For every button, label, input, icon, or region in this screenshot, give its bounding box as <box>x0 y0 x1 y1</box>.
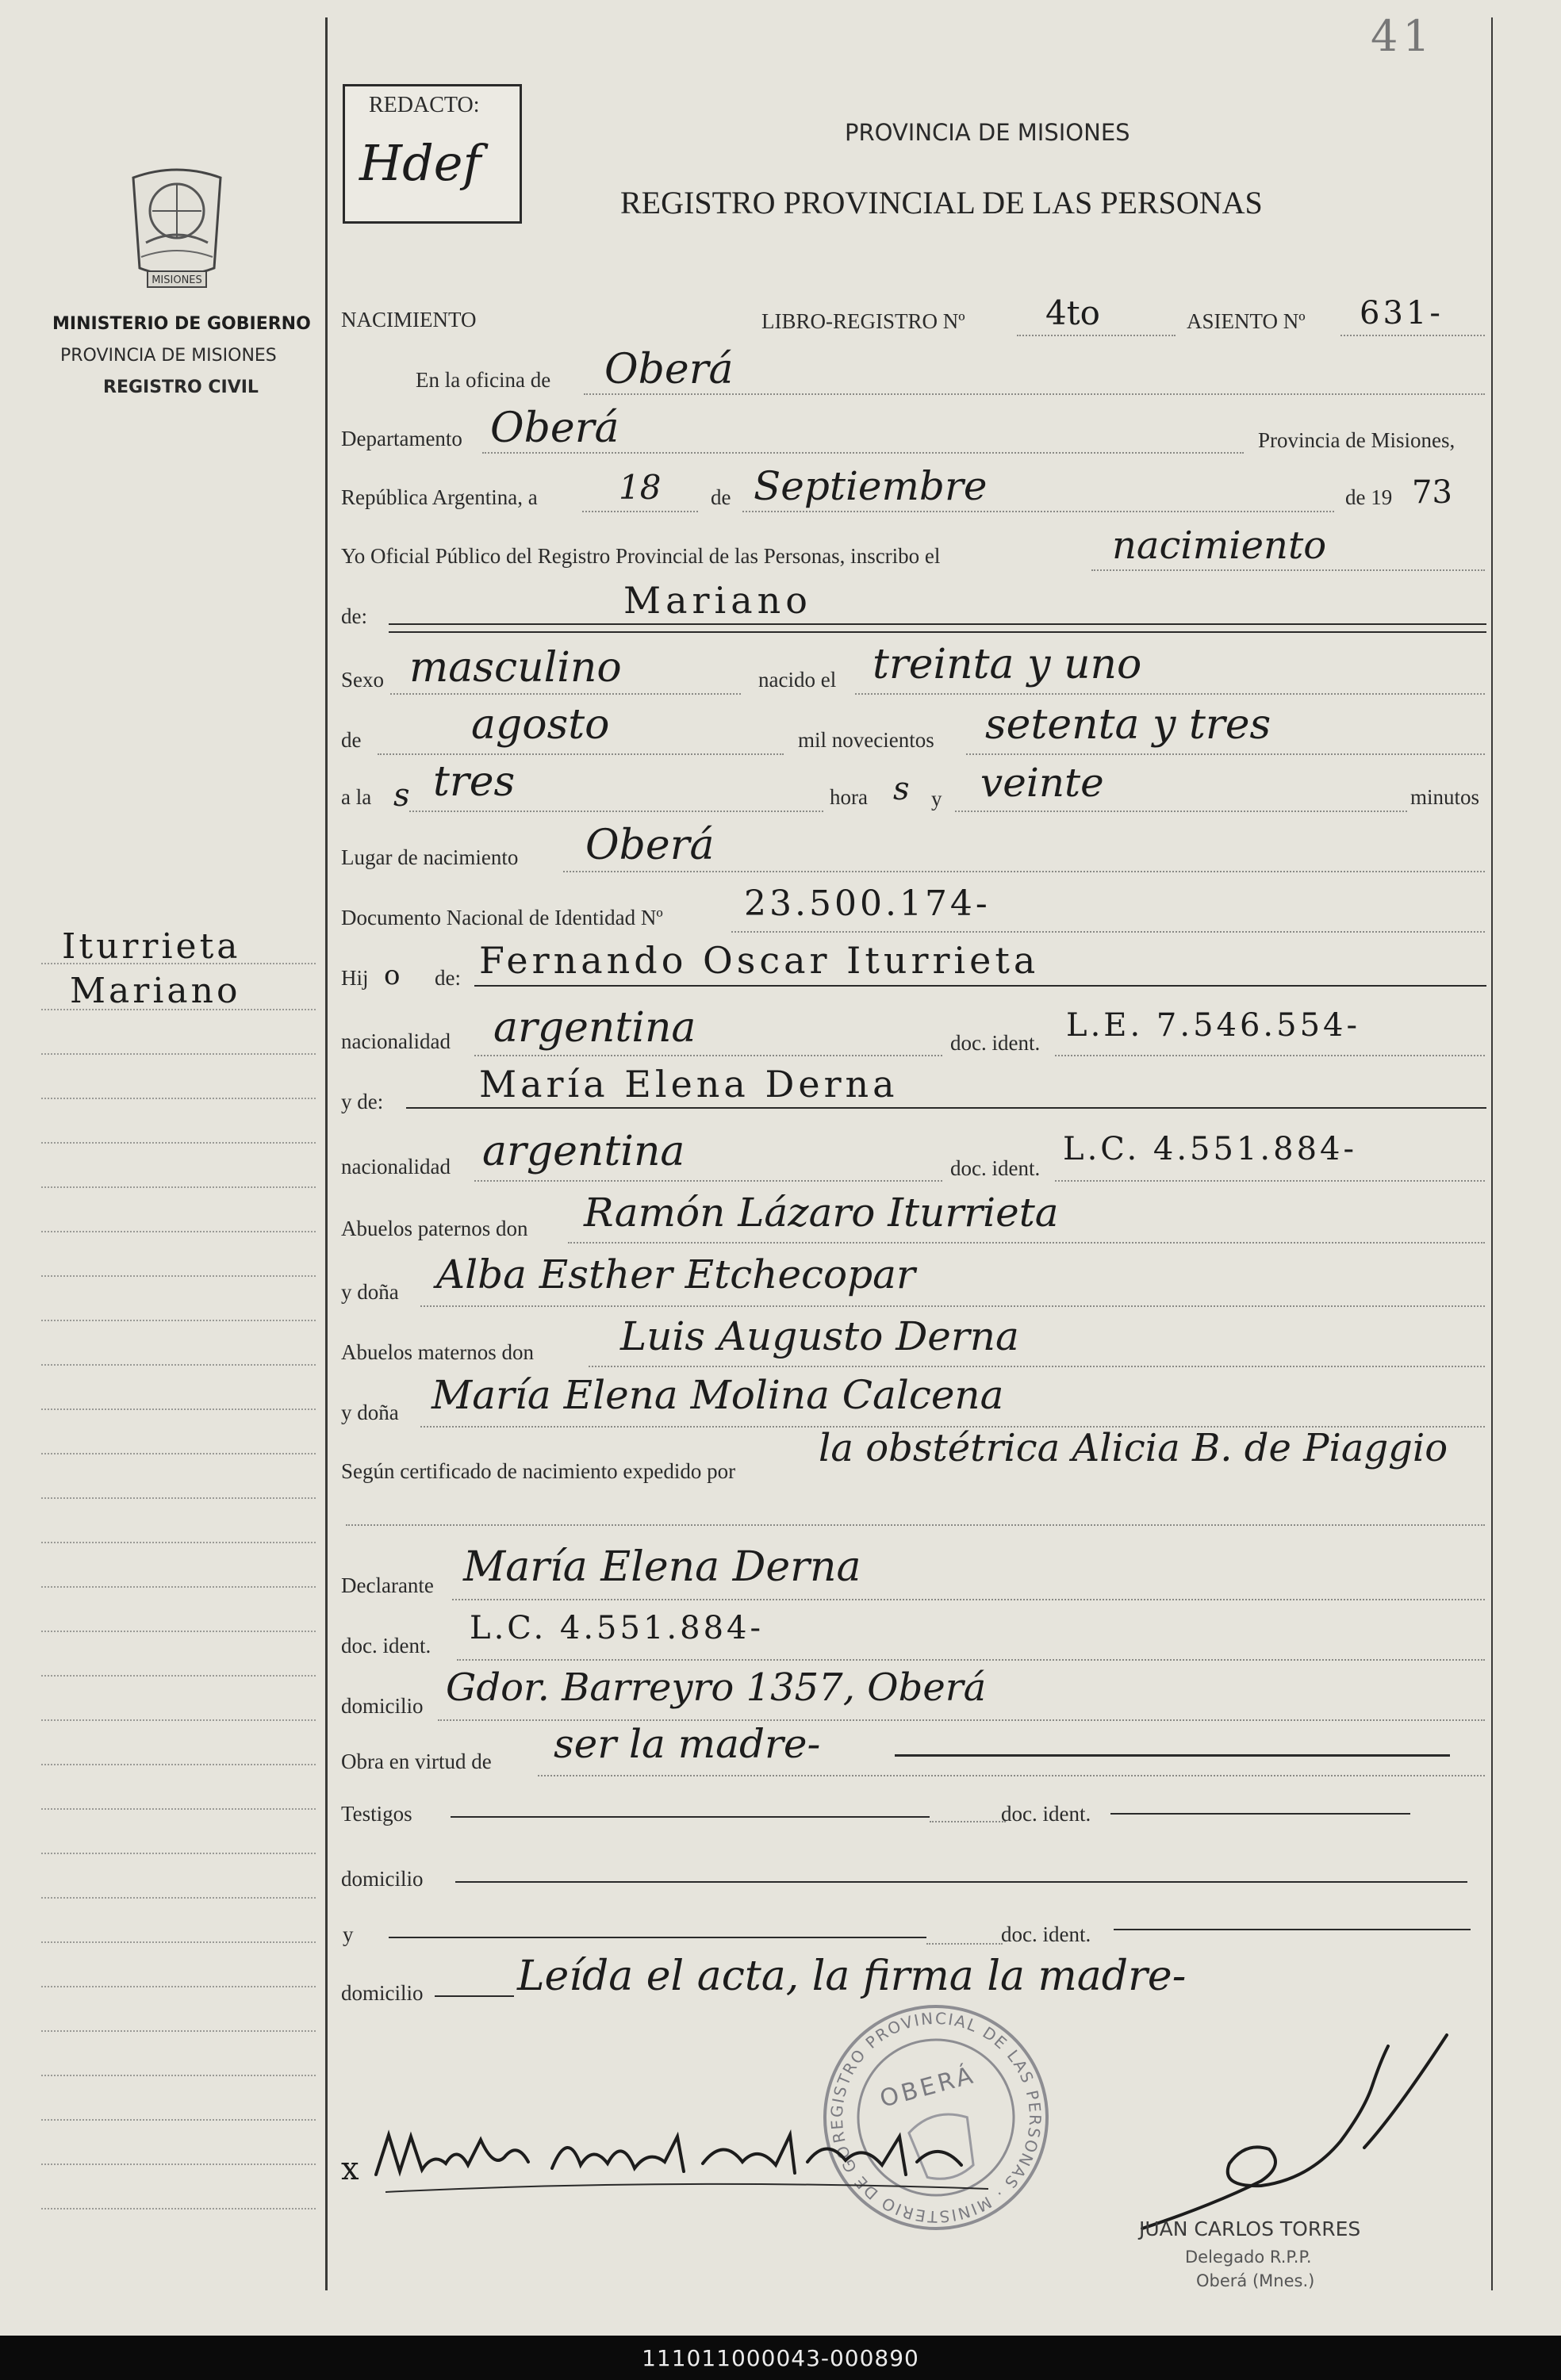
abuela-materna: María Elena Molina Calcena <box>431 1372 1004 1418</box>
mes-nacimiento: agosto <box>471 701 610 749</box>
margin-line <box>41 1098 316 1099</box>
seal-ministry: MINISTERIO DE GOBIERNO <box>52 314 311 334</box>
provincial-emblem <box>117 163 236 295</box>
fecha-label: República Argentina, a <box>341 485 538 509</box>
margin-surname: Iturrieta <box>62 926 241 967</box>
padre-nac-label: nacionalidad <box>341 1029 451 1053</box>
archive-code: 111011000043-000890 <box>642 2344 919 2371</box>
provincia-suffix: Provincia de Misiones, <box>1258 428 1456 452</box>
header-registry: REGISTRO PROVINCIAL DE LAS PERSONAS <box>620 185 1263 220</box>
testigo1-doc-label: doc. ident. <box>1001 1802 1091 1826</box>
margin-line <box>41 1053 316 1055</box>
abuelos-pat-label: Abuelos paternos don <box>341 1217 528 1240</box>
ala-label: a la <box>341 785 372 809</box>
margin-line <box>41 1453 316 1454</box>
redacto-initials: Hdef <box>359 134 481 192</box>
mes-de-label: de <box>341 728 362 752</box>
dia-letras: treinta y uno <box>873 641 1142 688</box>
act-type-label: NACIMIENTO <box>341 308 477 332</box>
margin-line <box>41 1853 316 1854</box>
official-title: Delegado R.P.P. <box>1185 2248 1312 2267</box>
father-name: Fernando Oscar Iturrieta <box>479 939 1040 982</box>
minutos-value: veinte <box>980 760 1104 806</box>
right-rule <box>1491 17 1493 2290</box>
margin-line <box>41 1408 316 1410</box>
official-name: JUAN CARLOS TORRES <box>1139 2217 1361 2240</box>
margin-line <box>41 2163 316 2165</box>
margin-line <box>41 1497 316 1499</box>
margin-line <box>41 963 316 964</box>
padre-doc-label: doc. ident. <box>950 1031 1041 1055</box>
abuela-mat-label: y doña <box>341 1401 399 1424</box>
asiento-value: 631- <box>1360 295 1444 332</box>
margin-line <box>41 2075 316 2076</box>
margin-line <box>41 2030 316 2032</box>
margin-line <box>41 1941 316 1943</box>
testigo2-doc-label: doc. ident. <box>1001 1922 1091 1946</box>
redacto-label: REDACTO: <box>369 93 480 117</box>
fecha-anio-label: de 19 <box>1345 485 1393 509</box>
leida-value: Leída el acta, la firma la madre- <box>517 1953 1187 2000</box>
madre-doc-label: doc. ident. <box>950 1156 1041 1180</box>
sexo-value: masculino <box>409 644 622 692</box>
margin-line <box>41 1719 316 1721</box>
margin-line <box>41 1009 316 1010</box>
margin-line <box>41 1364 316 1366</box>
minutos-label: minutos <box>1410 785 1480 809</box>
margin-line <box>41 1142 316 1144</box>
oficial-value: nacimiento <box>1112 523 1327 568</box>
margin-line <box>41 1586 316 1588</box>
libro-value: 4to <box>1045 293 1100 332</box>
obra-value: ser la madre- <box>554 1721 821 1767</box>
official-place: Oberá (Mnes.) <box>1196 2271 1315 2290</box>
decl-doc-label: doc. ident. <box>341 1634 431 1658</box>
emblem-label: MISIONES <box>151 274 202 286</box>
hora-value: tres <box>433 758 516 806</box>
official-signature <box>1126 2030 1459 2236</box>
abuelo-materno: Luis Augusto Derna <box>620 1313 1019 1359</box>
abuelo-paterno: Ramón Lázaro Iturrieta <box>584 1190 1059 1236</box>
anio-letras: setenta y tres <box>985 701 1271 749</box>
hijo-de-label: de: <box>435 966 461 990</box>
archive-code-bar <box>0 2336 1561 2380</box>
margin-line <box>41 2119 316 2121</box>
seal-office: REGISTRO CIVIL <box>103 378 259 397</box>
redacto-box <box>343 84 522 224</box>
certificado-label: Según certificado de nacimiento expedido por <box>341 1459 736 1483</box>
margin-line <box>41 1275 316 1277</box>
domicilio-label: domicilio <box>341 1694 424 1718</box>
hora-label: hora <box>830 785 868 809</box>
declarant-signature <box>370 2113 996 2208</box>
fecha-de: de <box>711 485 731 509</box>
header-province: PROVINCIA DE MISIONES <box>845 119 1130 146</box>
child-name: Mariano <box>623 579 812 622</box>
padre-nacionalidad: argentina <box>493 1004 696 1052</box>
testigos-label: Testigos <box>341 1802 412 1826</box>
abuelos-mat-label: Abuelos maternos don <box>341 1340 534 1364</box>
domicilio-value: Gdor. Barreyro 1357, Oberá <box>446 1665 987 1710</box>
abuela-pat-label: y doña <box>341 1280 399 1304</box>
testigo2-dom-label: domicilio <box>341 1981 424 2005</box>
obra-label: Obra en virtud de <box>341 1750 492 1773</box>
page-number: 41 <box>1371 11 1435 61</box>
nombre-de-label: de: <box>341 604 367 628</box>
mil-label: mil novecientos <box>798 728 934 752</box>
hijo-label: Hij <box>341 966 369 990</box>
fecha-dia: 18 <box>619 468 662 507</box>
hora-y-label: y <box>931 787 942 811</box>
departamento-label: Departamento <box>341 427 462 450</box>
margin-line <box>41 1186 316 1188</box>
nacido-label: nacido el <box>758 668 837 692</box>
hijo-suffix: o <box>384 960 401 991</box>
hora-s: s <box>893 771 910 807</box>
testigo2-y-label: y <box>343 1922 354 1946</box>
asiento-label: ASIENTO Nº <box>1187 309 1306 333</box>
margin-rule <box>325 17 328 2290</box>
sexo-label: Sexo <box>341 668 384 692</box>
dni-label: Documento Nacional de Identidad Nº <box>341 906 663 929</box>
oficial-label: Yo Oficial Público del Registro Provincial de las Personas, inscribo el <box>341 544 941 568</box>
fecha-mes: Septiembre <box>754 463 988 509</box>
padre-doc: L.E. 7.546.554- <box>1066 1007 1360 1044</box>
fecha-anio: 73 <box>1412 474 1452 511</box>
ala-s: s <box>393 777 410 814</box>
lugar-label: Lugar de nacimiento <box>341 845 519 869</box>
certificado-value: la obstétrica Alicia B. de Piaggio <box>819 1426 1448 1470</box>
margin-line <box>41 1897 316 1899</box>
seal-province: PROVINCIA DE MISIONES <box>60 346 277 366</box>
margin-line <box>41 1631 316 1632</box>
madre-doc: L.C. 4.551.884- <box>1063 1131 1357 1167</box>
signature-marker: x <box>341 2151 359 2187</box>
margin-line <box>41 1808 316 1810</box>
stamp-inner-text: OBERÁ <box>876 2060 979 2114</box>
madre-nac-label: nacionalidad <box>341 1155 451 1179</box>
declarante-value: María Elena Derna <box>463 1543 861 1591</box>
margin-line <box>41 1986 316 1987</box>
libro-label: LIBRO-REGISTRO Nº <box>761 309 965 333</box>
margin-line <box>41 1675 316 1677</box>
margin-line <box>41 1231 316 1232</box>
departamento-value: Oberá <box>490 404 619 452</box>
stamp-outer-text: REGISTRO PROVINCIAL DE LAS PERSONAS · MINISTERIO DE GOBIERNO <box>827 2008 1045 2227</box>
margin-given-name: Mariano <box>70 971 241 1011</box>
madre-de-label: y de: <box>341 1090 384 1113</box>
lugar-value: Oberá <box>585 822 715 869</box>
margin-line <box>41 1320 316 1321</box>
margin-line <box>41 1542 316 1543</box>
testigo1-dom-label: domicilio <box>341 1867 424 1891</box>
decl-doc-value: L.C. 4.551.884- <box>470 1610 764 1646</box>
oficina-label: En la oficina de <box>416 368 551 392</box>
margin-line <box>41 1764 316 1765</box>
dni-value: 23.500.174- <box>744 883 991 924</box>
abuela-paterna: Alba Esther Etchecopar <box>436 1251 915 1297</box>
declarante-label: Declarante <box>341 1573 434 1597</box>
mother-name: María Elena Derna <box>479 1063 899 1106</box>
madre-nacionalidad: argentina <box>482 1128 685 1175</box>
margin-line <box>41 2208 316 2209</box>
oficina-value: Oberá <box>604 346 734 393</box>
